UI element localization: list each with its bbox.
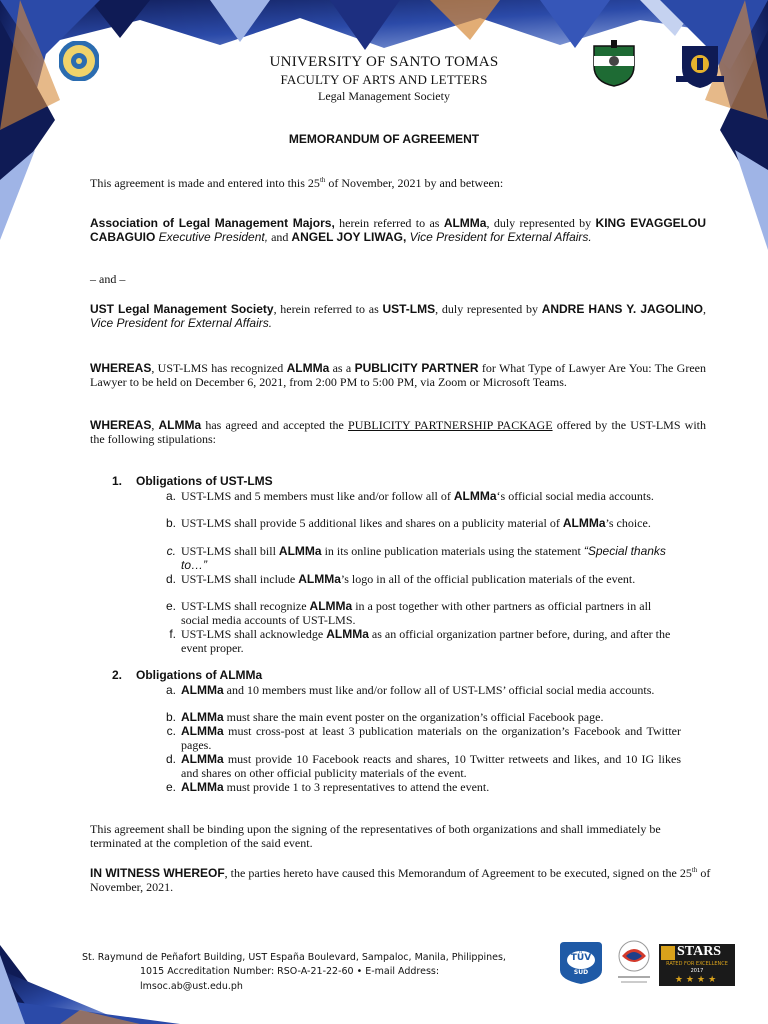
tuv-sub-label: SÜD [573, 969, 589, 976]
and-separator: – and – [90, 272, 126, 286]
intro-paragraph: This agreement is made and entered into this 25th of November, 2021 by and between: [90, 176, 504, 190]
section-two-heading: 2. Obligations of ALMMa [112, 668, 263, 682]
party-one-paragraph: Association of Legal Management Majors, herein referred to as ALMMa, duly represented by KING EVAGGELOU CABAGUIO Executive President, and ANGEL JOY LIWAG, Vice President for External Affairs. [90, 216, 706, 244]
society-name: Legal Management Society [318, 89, 450, 103]
stars-rating-icon: ★★★★ [674, 974, 720, 984]
footer-email[interactable]: lmsoc.ab@ust.edu.ph [140, 981, 243, 992]
faculty-name: FACULTY OF ARTS AND LETTERS [280, 72, 488, 87]
stars-badge-icon [659, 944, 735, 986]
stars-label: STARS [677, 944, 722, 959]
party-two-paragraph: UST Legal Management Society, herein referred to as UST-LMS, duly represented by ANDRE HANS Y. JAGOLINO, Vice President for External Affairs. [90, 302, 706, 330]
stars-sub-label: RATED FOR EXCELLENCE [666, 961, 728, 967]
section-one-heading: 1. Obligations of UST-LMS [112, 474, 273, 488]
stars-logo-mark [661, 946, 675, 960]
university-name: UNIVERSITY OF SANTO TOMAS [269, 54, 499, 70]
witness-paragraph: IN WITNESS WHEREOF, the parties hereto have caused this Memorandum of Agreement to be executed, signed on the 25th of November, 2021. [90, 866, 711, 894]
binding-paragraph: This agreement shall be binding upon the signing of the representatives of both organizations and shall immediately be terminated at the completion of the said event. [90, 822, 661, 850]
whereas-one-paragraph: WHEREAS, UST-LMS has recognized ALMMa as a PUBLICITY PARTNER for What Type of Lawyer Are You: The Green Lawyer to be held on December 6, 2021, from 2:00 PM to 5:00 PM, via Zoom or Microsoft Teams. [90, 361, 706, 389]
quality-award-icon [612, 938, 656, 988]
footer-address: St. Raymund de Peñafort Building, UST España Boulevard, Sampaloc, Manila, Philippines, [82, 952, 506, 963]
whereas-two-paragraph: WHEREAS, ALMMa has agreed and accepted the PUBLICITY PARTNERSHIP PACKAGE offered by the UST-LMS with the following stipulations: [90, 418, 706, 446]
document-title: MEMORANDUM OF AGREEMENT [288, 132, 480, 146]
footer-accreditation: 1015 Accreditation Number: RSO-A-21-22-60 • E-mail Address: [140, 966, 440, 977]
tuv-label: TÜV [570, 953, 592, 963]
stars-year: 2017 [690, 968, 704, 974]
tuv-badge-icon [558, 940, 604, 986]
